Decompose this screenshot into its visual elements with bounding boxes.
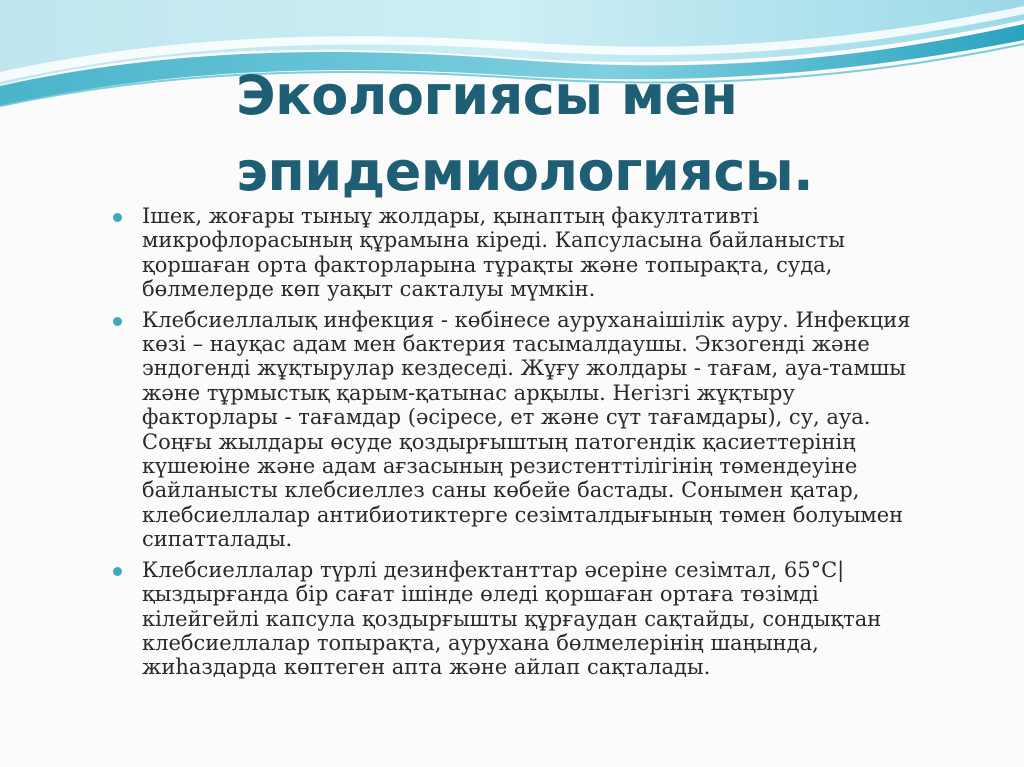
title-line: эпидемиологиясы.: [236, 140, 814, 203]
bullet-item: [108, 558, 988, 680]
bullet-item: [108, 308, 988, 552]
bullet-text-line: факторлары - тағамдар (әсіресе, ет және сүт тағамдары), су, ауа.: [142, 405, 871, 430]
bullet-text-line: қоршаған орта факторларына тұрақты және топырақта, суда,: [142, 252, 833, 277]
bullet-text-line: клебсиеллалар антибиотиктерге сезімталдығының төмен болуымен: [142, 502, 904, 527]
bullet-text-line: байланысты клебсиеллез саны көбейе бастады. Сонымен қатар,: [142, 478, 860, 503]
bullet-text-line: эндогенді жұқтырулар кездеседі. Жұғу жолдары - тағам, ауа-тамшы: [142, 356, 907, 381]
bullet-list: [108, 204, 988, 686]
slide-title: [236, 58, 976, 210]
bullet-item: [108, 204, 988, 302]
bullet-text-line: күшеюіне және адам ағзасының резистенттілігінің төмендеуіне: [142, 454, 858, 479]
bullet-text-line: көзі – науқас адам мен бактерия тасымалдаушы. Экзогенді және: [142, 332, 870, 357]
bullet-text-line: Клебсиеллалық инфекция - көбінесе ауруханаішілік ауру. Инфекция: [142, 307, 911, 332]
bullet-dot-icon: [113, 567, 122, 576]
bullet-text-line: кілейгейлі капсула қоздырғышты құрғаудан сақтайды, сондықтан: [142, 606, 882, 631]
bullet-text-line: сипатталады.: [142, 527, 293, 552]
bullet-text-line: Соңғы жылдары өсуде қоздырғыштың патогендік қасиеттерінің: [142, 429, 856, 454]
bullet-text-line: микрофлорасының құрамына кіреді. Капсуласына байланысты: [142, 228, 845, 253]
bullet-text-line: Клебсиеллалар түрлі дезинфектанттар әсеріне сезімтал, 65°С|: [142, 557, 845, 582]
bullet-text-line: қыздырғанда бір сағат ішінде өледі қоршаған ортаға төзімді: [142, 582, 819, 607]
bullet-dot-icon: [113, 213, 122, 222]
title-line: Экологиясы мен: [236, 64, 738, 127]
bullet-dot-icon: [113, 317, 122, 326]
bullet-text-line: жиһаздарда көптеген апта және айлап сақталады.: [142, 655, 711, 680]
bullet-text-line: Ішек, жоғары тыныұ жолдары, қынаптың факултативті: [142, 204, 759, 228]
bullet-text-line: бөлмелерде көп уақыт сакталуы мүмкін.: [142, 277, 596, 302]
bullet-text-line: және тұрмыстық қарым-қатынас арқылы. Негізгі жұқтыру: [142, 380, 795, 405]
bullet-text-line: клебсиеллалар топырақта, аурухана бөлмелерінің шаңында,: [142, 630, 819, 655]
